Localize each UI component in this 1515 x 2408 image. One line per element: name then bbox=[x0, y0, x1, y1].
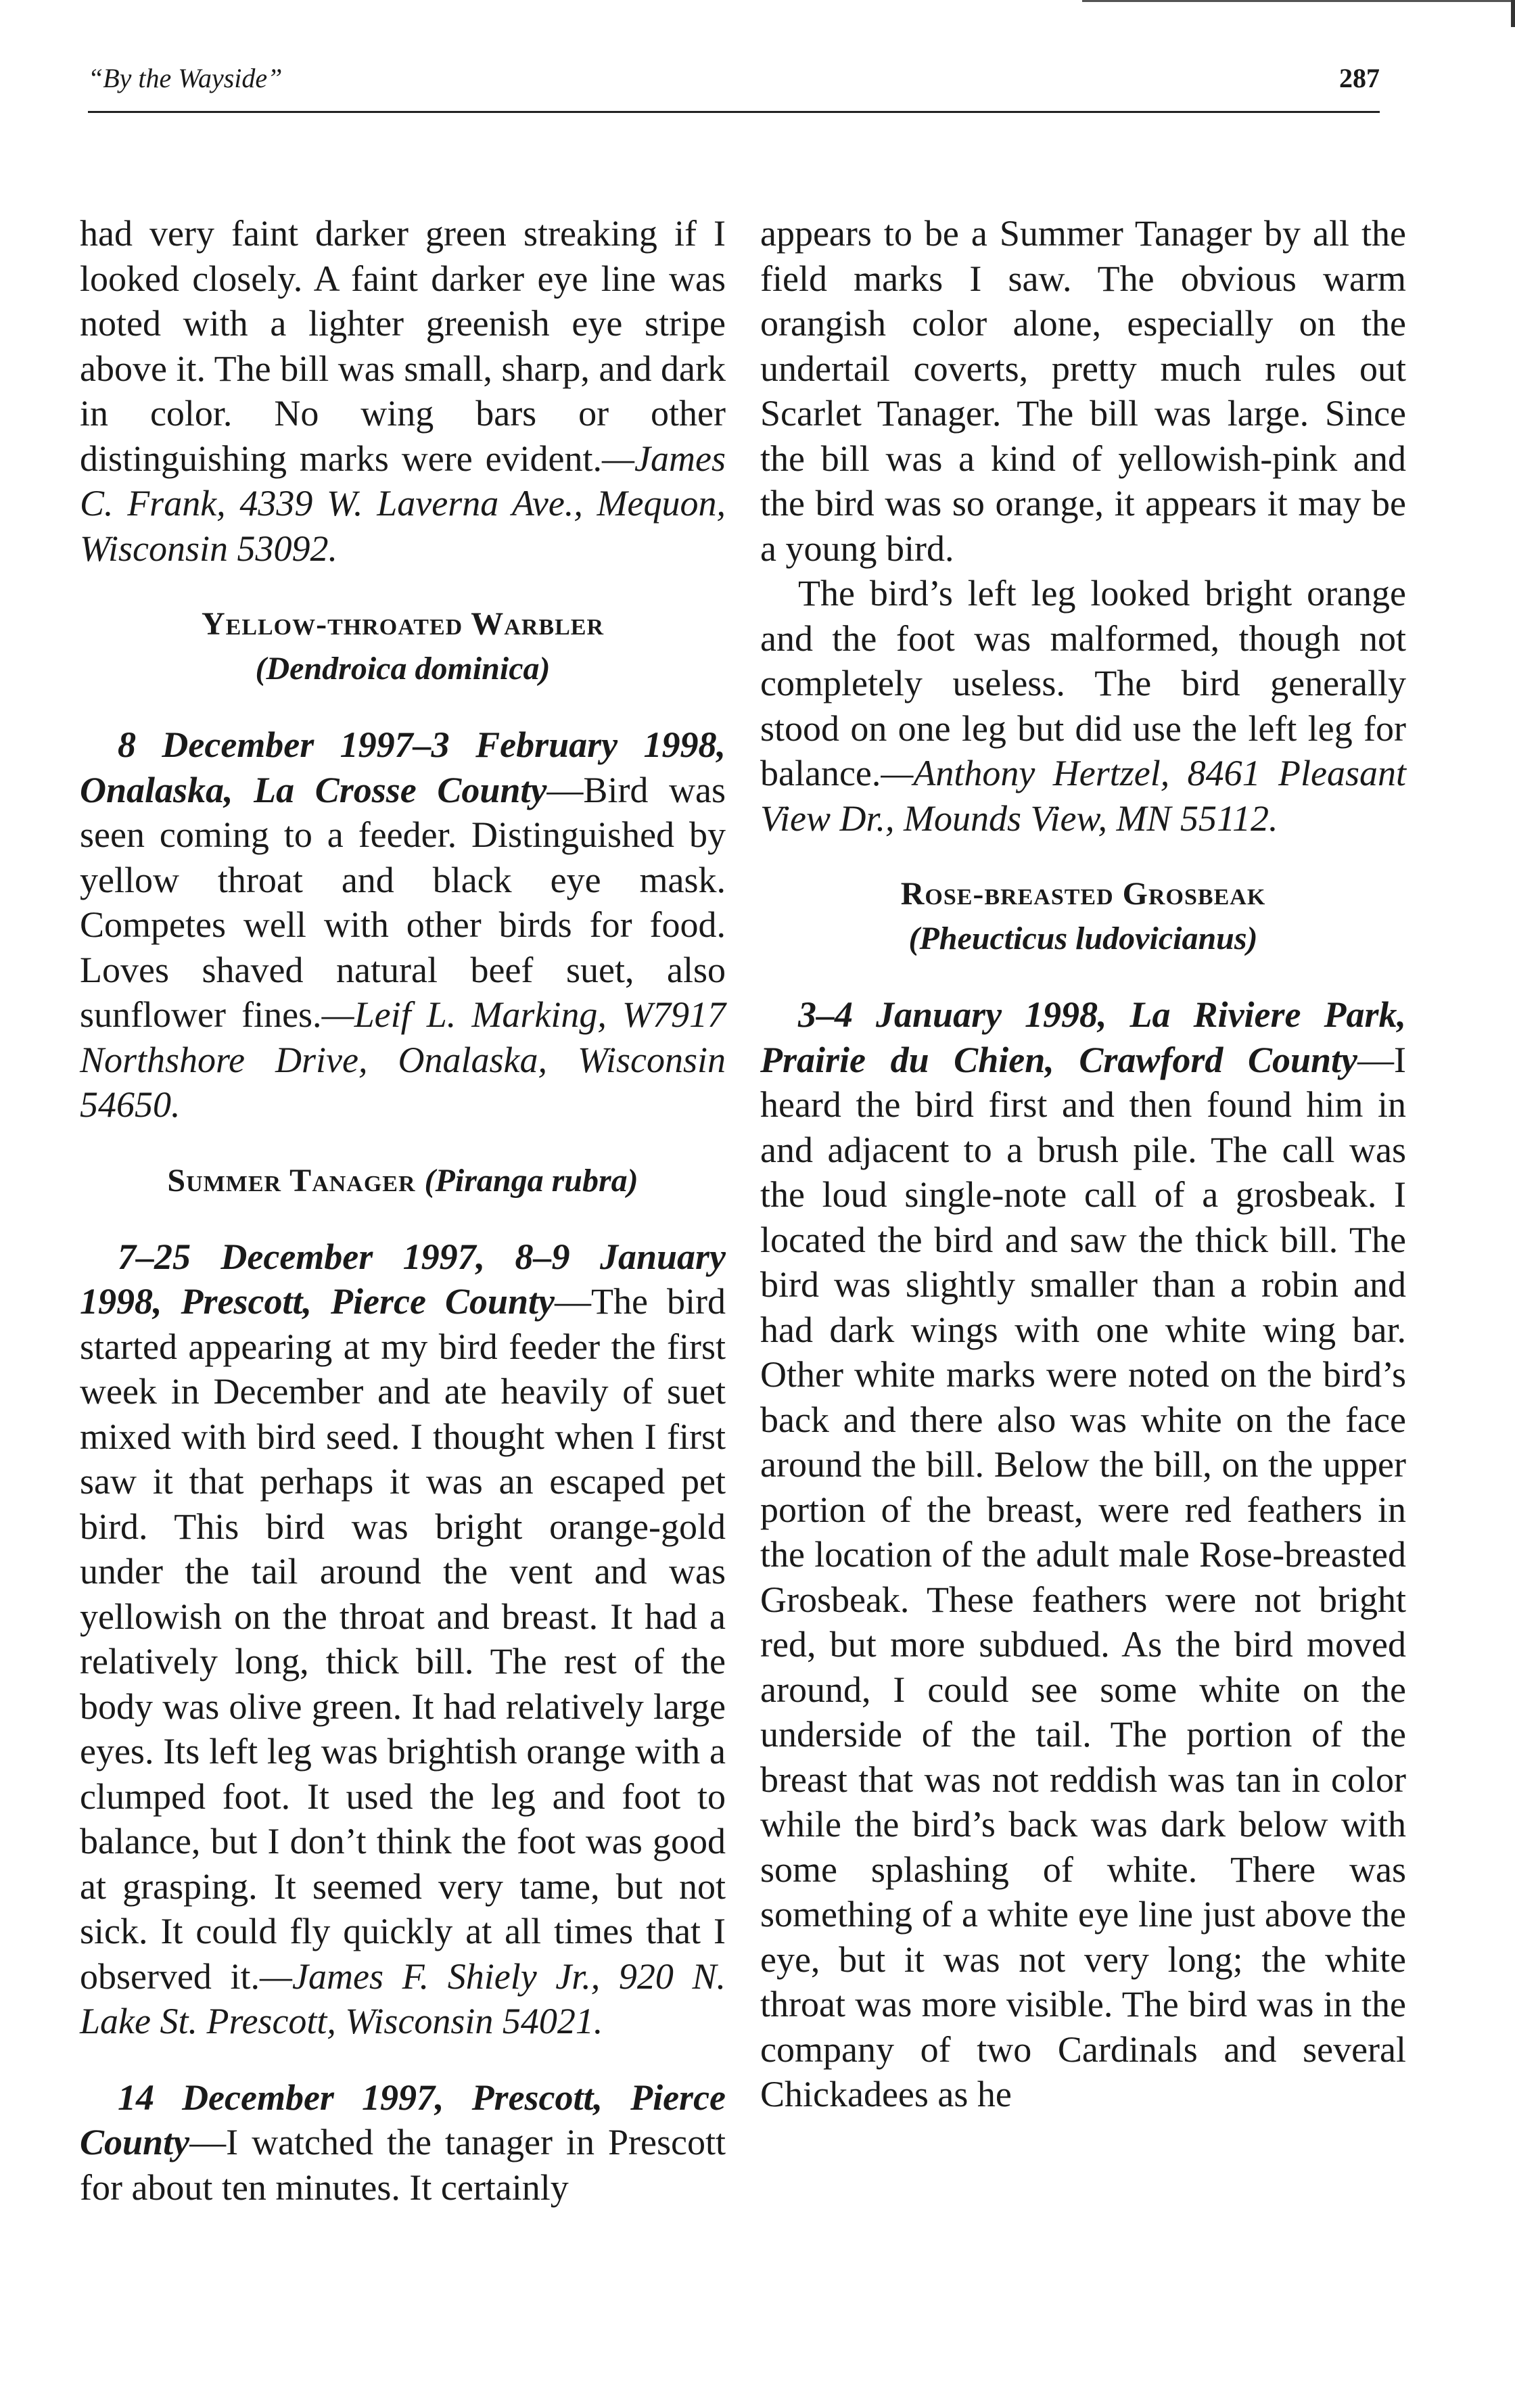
paragraph-text: The bird’s left leg looked bright orange and the foot was malformed, though not completely useless. The bird generally stood on one leg but did use the left leg for balance. bbox=[760, 573, 1406, 793]
species-heading-yellow-throated-warbler bbox=[80, 602, 726, 691]
species-name: Yellow-throated Warbler bbox=[201, 606, 605, 642]
scientific-name: (Piranga rubra) bbox=[424, 1162, 638, 1199]
scientific-name: (Dendroica dominica) bbox=[255, 651, 551, 687]
paragraph-text: —I watched the tanager in Prescott for about ten minutes. It certainly bbox=[80, 2122, 726, 2208]
paragraph-text: appears to be a Summer Tanager by all the field marks I saw. The obvious warm orangish color alone, especially on the undertail coverts, pretty much rules out Scarlet Tanager. The bill was large. Since the bill was a kind of yellowish-pink and the bird was so orange, it appears it may be a young bird. bbox=[760, 213, 1406, 569]
top-rule bbox=[1082, 0, 1515, 2]
species-heading-rose-breasted-grosbeak bbox=[760, 872, 1406, 961]
paragraph-text: had very faint darker green streaking if I looked closely. A faint darker eye line was noted with a lighter greenish eye stripe above it. The bill was small, sharp, and dark in color. No wing bars or other distinguishing marks were evident. bbox=[80, 213, 726, 479]
observer-signature: —Anthony Hertzel, 8461 Pleasant View Dr., Mounds View, MN 55112. bbox=[760, 753, 1406, 839]
left-paragraph-1 bbox=[80, 211, 726, 571]
right-paragraph-2 bbox=[760, 571, 1406, 841]
observer-signature: —James C. Frank, 4339 W. Laverna Ave., Mequon, Wisconsin 53092. bbox=[80, 438, 726, 569]
paragraph-text: —I heard the bird first and then found him in and adjacent to a brush pile. The call was the loud single-note call of a grosbeak. I located the bird and saw the thick bill. The bird was slightly smaller than a robin and had dark wings with one white wing bar. Other white marks were noted on the bird’s back and there also was white on the face around the bill. Below the bill, on the upper portion of the breast, were red feathers in the location of the adult male Rose-breasted Grosbeak. These feathers were not bright red, but more subdued. As the bird moved around, I could see some white on the underside of the tail. The portion of the breast that was not reddish was tan in color while the bird’s back was dark below with some splashing of white. There was something of a white eye line just above the eye, but it was not very long; the white throat was more visible. The bird was in the company of two Cardinals and several Chickadees as he bbox=[760, 1039, 1406, 2114]
record-date-location: 14 December 1997, Prescott, Pierce County bbox=[80, 2077, 726, 2162]
right-paragraph-1 bbox=[760, 211, 1406, 571]
left-paragraph-3 bbox=[80, 1234, 726, 2044]
left-column bbox=[80, 211, 726, 2210]
right-paragraph-3 bbox=[760, 992, 1406, 2117]
right-column bbox=[760, 211, 1406, 2117]
species-heading-summer-tanager bbox=[80, 1159, 726, 1203]
record-date-location: 3–4 January 1998, La Riviere Park, Prairie du Chien, Crawford County bbox=[760, 994, 1406, 1080]
scientific-name: (Pheucticus ludovicianus) bbox=[908, 921, 1258, 956]
paragraph-text: —The bird started appearing at my bird feeder the first week in December and ate heavily of suet mixed with bird seed. I thought when I first saw it that perhaps it was an escaped pet bird. This bird was bright orange-gold under the tail around the vent and was yellowish on the throat and breast. It had a relatively long, thick bill. The rest of the body was olive green. It had relatively large eyes. Its left leg was brightish orange with a clumped foot. It used the leg and foot to balance, but I don’t think the foot was good at grasping. It seemed very tame, but not sick. It could fly quickly at all times that I observed it. bbox=[80, 1281, 726, 1997]
page-number: 287 bbox=[1339, 63, 1380, 93]
observer-signature: —Leif L. Marking, W7917 Northshore Drive, Onalaska, Wisconsin 54650. bbox=[80, 994, 726, 1125]
paragraph-text: —Bird was seen coming to a feeder. Distinguished by yellow throat and black eye mask. Competes well with other birds for food. Loves shaved natural beef suet, also sunflower fines. bbox=[80, 769, 726, 1035]
page-edge-mark bbox=[1511, 0, 1515, 27]
record-date-location: 8 December 1997–3 February 1998, Onalaska, La Crosse County bbox=[80, 724, 726, 810]
running-title: “By the Wayside” bbox=[88, 63, 283, 93]
observer-signature: —James F. Shiely Jr., 920 N. Lake St. Prescott, Wisconsin 54021. bbox=[80, 1955, 726, 2041]
page-header bbox=[88, 62, 1380, 113]
left-paragraph-4 bbox=[80, 2075, 726, 2210]
left-paragraph-2 bbox=[80, 722, 726, 1128]
species-name: Rose-breasted Grosbeak bbox=[900, 876, 1266, 912]
species-name: Summer Tanager bbox=[167, 1162, 416, 1199]
record-date-location: 7–25 December 1997, 8–9 January 1998, Prescott, Pierce County bbox=[80, 1236, 726, 1322]
